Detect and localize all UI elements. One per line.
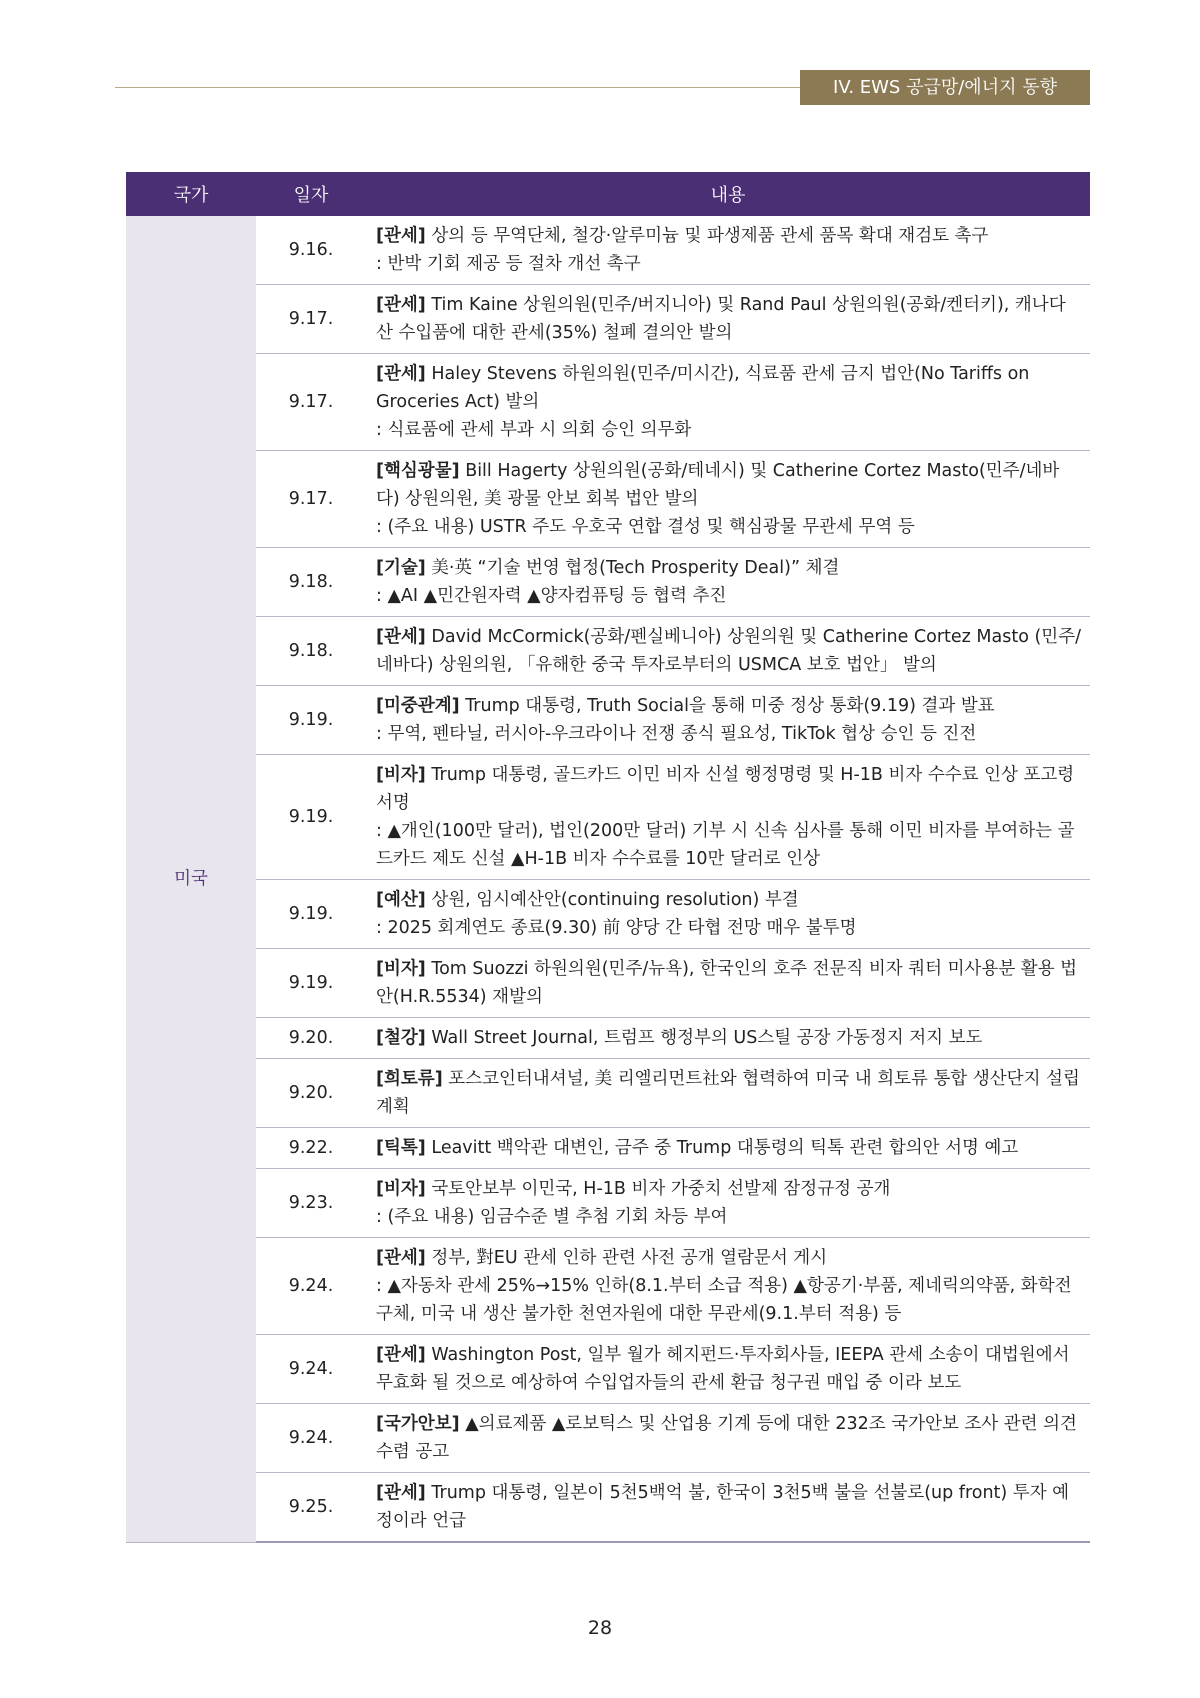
column-header-country: 국가 [126, 172, 256, 216]
content-line: [기술] 美·英 “기술 번영 협정(Tech Prosperity Deal)” 체결 [376, 558, 840, 578]
date-cell: 9.19. [256, 880, 366, 949]
country-cell: 미국 [126, 216, 256, 1542]
table-row [126, 548, 1090, 617]
content-cell [366, 1169, 1090, 1238]
content-line: [핵심광물] Bill Hagerty 상원의원(공화/테네시) 및 Catherine Cortez Masto(민주/네바다) 상원의원, 美 광물 안보 회복 법안 발의 [376, 461, 1060, 509]
table-row [126, 1128, 1090, 1169]
category-tag: [관세] [376, 627, 426, 647]
category-tag: [철강] [376, 1028, 426, 1048]
category-tag: [기술] [376, 558, 426, 578]
date-cell: 9.23. [256, 1169, 366, 1238]
content-cell [366, 1128, 1090, 1169]
date-cell: 9.24. [256, 1404, 366, 1473]
table-row [126, 1018, 1090, 1059]
content-line: [비자] Trump 대통령, 골드카드 이민 비자 신설 행정명령 및 H-1B 비자 수수료 인상 포고령 서명 [376, 765, 1075, 813]
content-line: [관세] 상의 등 무역단체, 철강·알루미늄 및 파생제품 관세 품목 확대 재검토 촉구 [376, 226, 989, 246]
content-line: : 반박 기회 제공 등 절차 개선 촉구 [376, 254, 641, 274]
content-cell [366, 1059, 1090, 1128]
table-row [126, 755, 1090, 880]
table-row [126, 880, 1090, 949]
content-cell [366, 1404, 1090, 1473]
date-cell: 9.20. [256, 1018, 366, 1059]
content-line: : 무역, 펜타닐, 러시아-우크라이나 전쟁 종식 필요성, TikTok 협상 승인 등 진전 [376, 724, 977, 744]
content-line: [관세] Trump 대통령, 일본이 5천5백억 불, 한국이 3천5백 불을 선불로(up front) 투자 예정이라 언급 [376, 1483, 1070, 1531]
category-tag: [관세] [376, 1345, 426, 1365]
content-cell [366, 1473, 1090, 1543]
category-tag: [관세] [376, 1248, 426, 1268]
table-row [126, 1059, 1090, 1128]
content-line: [철강] Wall Street Journal, 트럼프 행정부의 US스틸 공장 가동정지 저지 보도 [376, 1028, 983, 1048]
table-row [126, 1169, 1090, 1238]
date-cell: 9.17. [256, 451, 366, 548]
table-row [126, 354, 1090, 451]
date-cell: 9.19. [256, 686, 366, 755]
section-label: IV. EWS 공급망/에너지 동향 [800, 70, 1090, 105]
content-cell [366, 617, 1090, 686]
content-cell [366, 949, 1090, 1018]
content-line: : (주요 내용) 임금수준 별 추첨 기회 차등 부여 [376, 1207, 728, 1227]
column-header-content: 내용 [366, 172, 1090, 216]
content-line: [관세] Tim Kaine 상원의원(민주/버지니아) 및 Rand Paul 상원의원(공화/켄터키), 캐나다산 수입품에 대한 관세(35%) 철폐 결의안 발의 [376, 295, 1066, 343]
content-cell [366, 1335, 1090, 1404]
content-line: [관세] Haley Stevens 하원의원(민주/미시간), 식료품 관세 금지 법안(No Tariffs on Groceries Act) 발의 [376, 364, 1030, 412]
content-line: : 식료품에 관세 부과 시 의회 승인 의무화 [376, 420, 692, 440]
content-cell [366, 755, 1090, 880]
category-tag: [핵심광물] [376, 461, 460, 481]
content-line: : ▲자동차 관세 25%→15% 인하(8.1.부터 소급 적용) ▲항공기·부품, 제네릭의약품, 화학전구체, 미국 내 생산 불가한 천연자원에 대한 무관세(9.1.부터 적용) 등 [376, 1276, 1072, 1324]
content-line: [예산] 상원, 임시예산안(continuing resolution) 부결 [376, 890, 799, 910]
content-cell [366, 216, 1090, 285]
content-cell [366, 1018, 1090, 1059]
content-line: [관세] David McCormick(공화/펜실베니아) 상원의원 및 Catherine Cortez Masto (민주/네바다) 상원의원, 「유해한 중국 투자로부터의 USMCA 보호 법안」 발의 [376, 627, 1082, 675]
category-tag: [예산] [376, 890, 426, 910]
table-row [126, 216, 1090, 285]
content-line: [틱톡] Leavitt 백악관 대변인, 금주 중 Trump 대통령의 틱톡 관련 합의안 서명 예고 [376, 1138, 1019, 1158]
category-tag: [관세] [376, 226, 426, 246]
category-tag: [미중관계] [376, 696, 460, 716]
table-row [126, 1335, 1090, 1404]
content-line: [미중관계] Trump 대통령, Truth Social을 통해 미중 정상 통화(9.19) 결과 발표 [376, 696, 995, 716]
content-cell [366, 354, 1090, 451]
date-cell: 9.17. [256, 354, 366, 451]
page-number: 28 [587, 1617, 613, 1639]
category-tag: [희토류] [376, 1069, 443, 1089]
content-line: [관세] 정부, 對EU 관세 인하 관련 사전 공개 열람문서 게시 [376, 1248, 828, 1268]
category-tag: [관세] [376, 364, 426, 384]
content-line: [비자] 국토안보부 이민국, H-1B 비자 가중치 선발제 잠정규정 공개 [376, 1179, 891, 1199]
table-row [126, 1404, 1090, 1473]
date-cell: 9.25. [256, 1473, 366, 1543]
column-header-date: 일자 [256, 172, 366, 216]
table-body [126, 216, 1090, 1542]
category-tag: [국가안보] [376, 1414, 460, 1434]
table-row [126, 451, 1090, 548]
category-tag: [비자] [376, 959, 426, 979]
category-tag: [비자] [376, 1179, 426, 1199]
news-table [126, 172, 1090, 1543]
content-cell [366, 548, 1090, 617]
date-cell: 9.19. [256, 755, 366, 880]
date-cell: 9.19. [256, 949, 366, 1018]
table-row [126, 285, 1090, 354]
category-tag: [관세] [376, 295, 426, 315]
content-line: : (주요 내용) USTR 주도 우호국 연합 결성 및 핵심광물 무관세 무역 등 [376, 517, 915, 537]
category-tag: [비자] [376, 765, 426, 785]
content-line: [국가안보] ▲의료제품 ▲로보틱스 및 산업용 기계 등에 대한 232조 국가안보 조사 관련 의견수렴 공고 [376, 1414, 1077, 1462]
content-line: [비자] Tom Suozzi 하원의원(민주/뉴욕), 한국인의 호주 전문직 비자 쿼터 미사용분 활용 법안(H.R.5534) 재발의 [376, 959, 1078, 1007]
date-cell: 9.18. [256, 548, 366, 617]
table-row [126, 949, 1090, 1018]
date-cell: 9.17. [256, 285, 366, 354]
table-row [126, 1473, 1090, 1543]
content-cell [366, 880, 1090, 949]
content-line: : ▲개인(100만 달러), 법인(200만 달러) 기부 시 신속 심사를 통해 이민 비자를 부여하는 골드카드 제도 신설 ▲H-1B 비자 수수료를 10만 달러로 인상 [376, 821, 1075, 869]
date-cell: 9.18. [256, 617, 366, 686]
content-line: [관세] Washington Post, 일부 월가 헤지펀드·투자회사들, IEEPA 관세 소송이 대법원에서 무효화 될 것으로 예상하여 수입업자들의 관세 환급 청구권 매입 중 이라 보도 [376, 1345, 1070, 1393]
date-cell: 9.22. [256, 1128, 366, 1169]
content-line: : ▲AI ▲민간원자력 ▲양자컴퓨팅 등 협력 추진 [376, 586, 727, 606]
table-row [126, 1238, 1090, 1335]
header-rule [115, 87, 815, 88]
date-cell: 9.24. [256, 1335, 366, 1404]
category-tag: [관세] [376, 1483, 426, 1503]
content-cell [366, 686, 1090, 755]
table-row [126, 617, 1090, 686]
content-line: : 2025 회계연도 종료(9.30) 前 양당 간 타협 전망 매우 불투명 [376, 918, 857, 938]
date-cell: 9.24. [256, 1238, 366, 1335]
content-cell [366, 285, 1090, 354]
table-header-row [126, 172, 1090, 216]
content-cell [366, 451, 1090, 548]
content-line: [희토류] 포스코인터내셔널, 美 리엘리먼트社와 협력하여 미국 내 희토류 통합 생산단지 설립 계획 [376, 1069, 1080, 1117]
category-tag: [틱톡] [376, 1138, 426, 1158]
date-cell: 9.16. [256, 216, 366, 285]
date-cell: 9.20. [256, 1059, 366, 1128]
table-row [126, 686, 1090, 755]
content-cell [366, 1238, 1090, 1335]
